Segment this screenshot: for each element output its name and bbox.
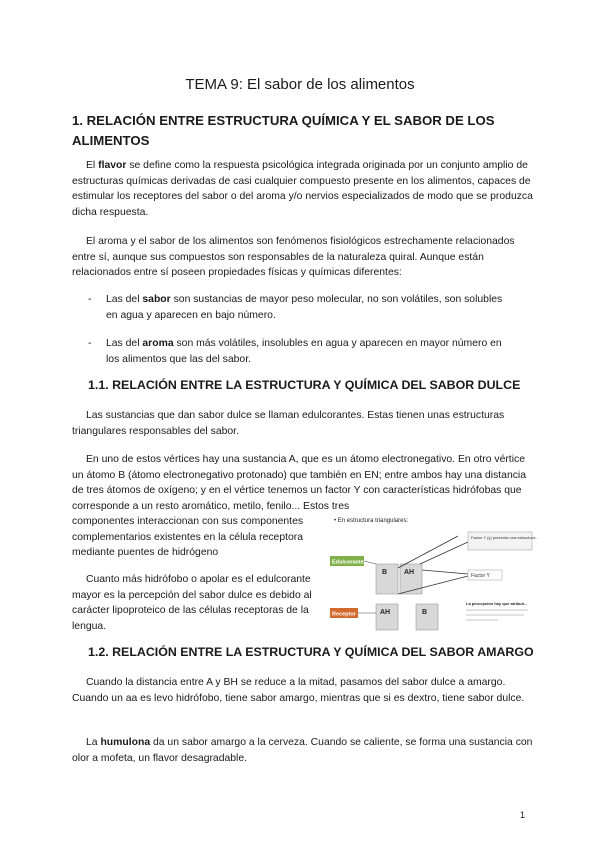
factor-note-text: Factor Y (γ) presenta una estructura... xyxy=(471,535,539,540)
text-run: se define como la respuesta psicológica integrada originada por un conjunto amplio de estructuras químicas derivadas de casi cualquier compuesto presente en los alimentos, capaces de estimular los receptores del sabor o del aroma y/o nervios especializados de modo que se produzca dicha respuesta. xyxy=(72,160,533,218)
receptor-label: Receptor xyxy=(332,611,356,618)
text-run: da un sabor amargo a la cerveza. Cuando se caliente, se forma una sustancia con olor a mofeta, un flavor desagradable. xyxy=(72,737,533,764)
diagram-caption: • En estructura triangulares: xyxy=(334,518,409,524)
factor-y-label: Factor Y xyxy=(471,573,490,579)
text-run: componentes interaccionan con sus componentes complementarios existentes en la célula receptora mediante puentes de hidrógeno xyxy=(72,516,304,559)
text-run: Las del xyxy=(106,338,143,349)
bullet-text xyxy=(106,292,516,323)
paragraph-amargo xyxy=(72,675,534,706)
section-1-1-heading: 1.1. RELACIÓN ENTRE LA ESTRUCTURA Y QUÍMICA DEL SABOR DULCE xyxy=(88,378,521,392)
text-run: El xyxy=(86,160,99,171)
receptor-ah-label: AH xyxy=(380,609,391,616)
section-1-2-heading: 1.2. RELACIÓN ENTRE LA ESTRUCTURA Y QUÍMICA DEL SABOR AMARGO xyxy=(88,645,534,659)
text-run: La xyxy=(86,737,101,748)
bold-term-flavor: flavor xyxy=(98,160,127,171)
paragraph-humulona xyxy=(72,735,534,766)
page-number: 1 xyxy=(520,810,526,820)
section-1-heading: 1. RELACIÓN ENTRE ESTRUCTURA QUÍMICA Y EL SABOR DE LOS ALIMENTOS xyxy=(72,113,495,148)
document-title: TEMA 9: El sabor de los alimentos xyxy=(185,76,415,93)
triangle-edge xyxy=(422,570,468,574)
paragraph-vertices xyxy=(72,452,534,514)
text-run: Cuando la distancia entre A y BH se reduce a la mitad, pasamos del sabor dulce a amargo. Cuando un aa es levo hidrófobo, tiene sabor amargo, mientras que si es dextro, tiene sabor dulce. xyxy=(72,677,525,704)
bold-term-humulona: humulona xyxy=(100,737,151,748)
text-run: son sustancias de mayor peso molecular, no son volátiles, son solubles en agua y aparecen en bajo número. xyxy=(106,294,503,321)
receptor-b-box xyxy=(416,604,438,630)
sweet-taste-diagram xyxy=(328,512,540,632)
b-group-label: B xyxy=(382,569,388,576)
bullet-dash: - xyxy=(88,294,92,305)
text-run: son más volátiles, insolubles en agua y aparecen en mayor número en los alimentos que las del sabor. xyxy=(106,338,502,365)
bullet-dash: - xyxy=(88,338,92,349)
triangle-edge xyxy=(420,542,468,564)
paragraph-aroma-sabor xyxy=(72,234,534,281)
receptor-b-label: B xyxy=(422,609,428,616)
bullet-text xyxy=(106,336,516,367)
connector-line xyxy=(364,561,376,564)
diagram-svg xyxy=(328,512,540,632)
text-run: Las del xyxy=(106,294,143,305)
paragraph-edulcorantes xyxy=(72,408,534,439)
perception-note: La percepción hay que atribuir... xyxy=(466,601,528,606)
receptor-ah-box xyxy=(376,604,398,630)
text-run: En uno de estos vértices hay una sustancia A, que es un átomo electronegativo. En otro vértice un átomo B (átomo electronegativo protonado) que también en EN; entre ambos hay una distancia de tres átomos de oxígeno; y en el vértice tenemos un factor Y con características hidrófobas que corresponde a un resto aromático, metilo, fenilo... Estos tres xyxy=(72,454,527,512)
triangle-edge xyxy=(398,536,458,568)
bold-term-sabor: sabor xyxy=(142,294,171,305)
paragraph-componentes xyxy=(72,514,334,561)
paragraph-hidrofobo xyxy=(72,572,334,634)
text-run: El aroma y el sabor de los alimentos son fenómenos fisiológicos estrechamente relacionados entre sí, aunque sus compuestos son responsables de la naturaleza quiral. Aunque están relacionados entre sí poseen propiedades físicas y químicas diferentes: xyxy=(72,236,515,279)
ah-group-label: AH xyxy=(404,569,415,576)
edulcorante-label: Edulcorante xyxy=(332,559,364,566)
bold-term-aroma: aroma xyxy=(142,338,174,349)
text-run: Cuanto más hidrófobo o apolar es el edulcorante mayor es la percepción del sabor dulce es debido al carácter lipoproteico de las células receptoras de la lengua. xyxy=(72,574,312,632)
paragraph-flavor-definition xyxy=(72,158,534,220)
text-run: Las sustancias que dan sabor dulce se llaman edulcorantes. Estas tienen unas estructuras triangulares responsables del sabor. xyxy=(72,410,505,437)
